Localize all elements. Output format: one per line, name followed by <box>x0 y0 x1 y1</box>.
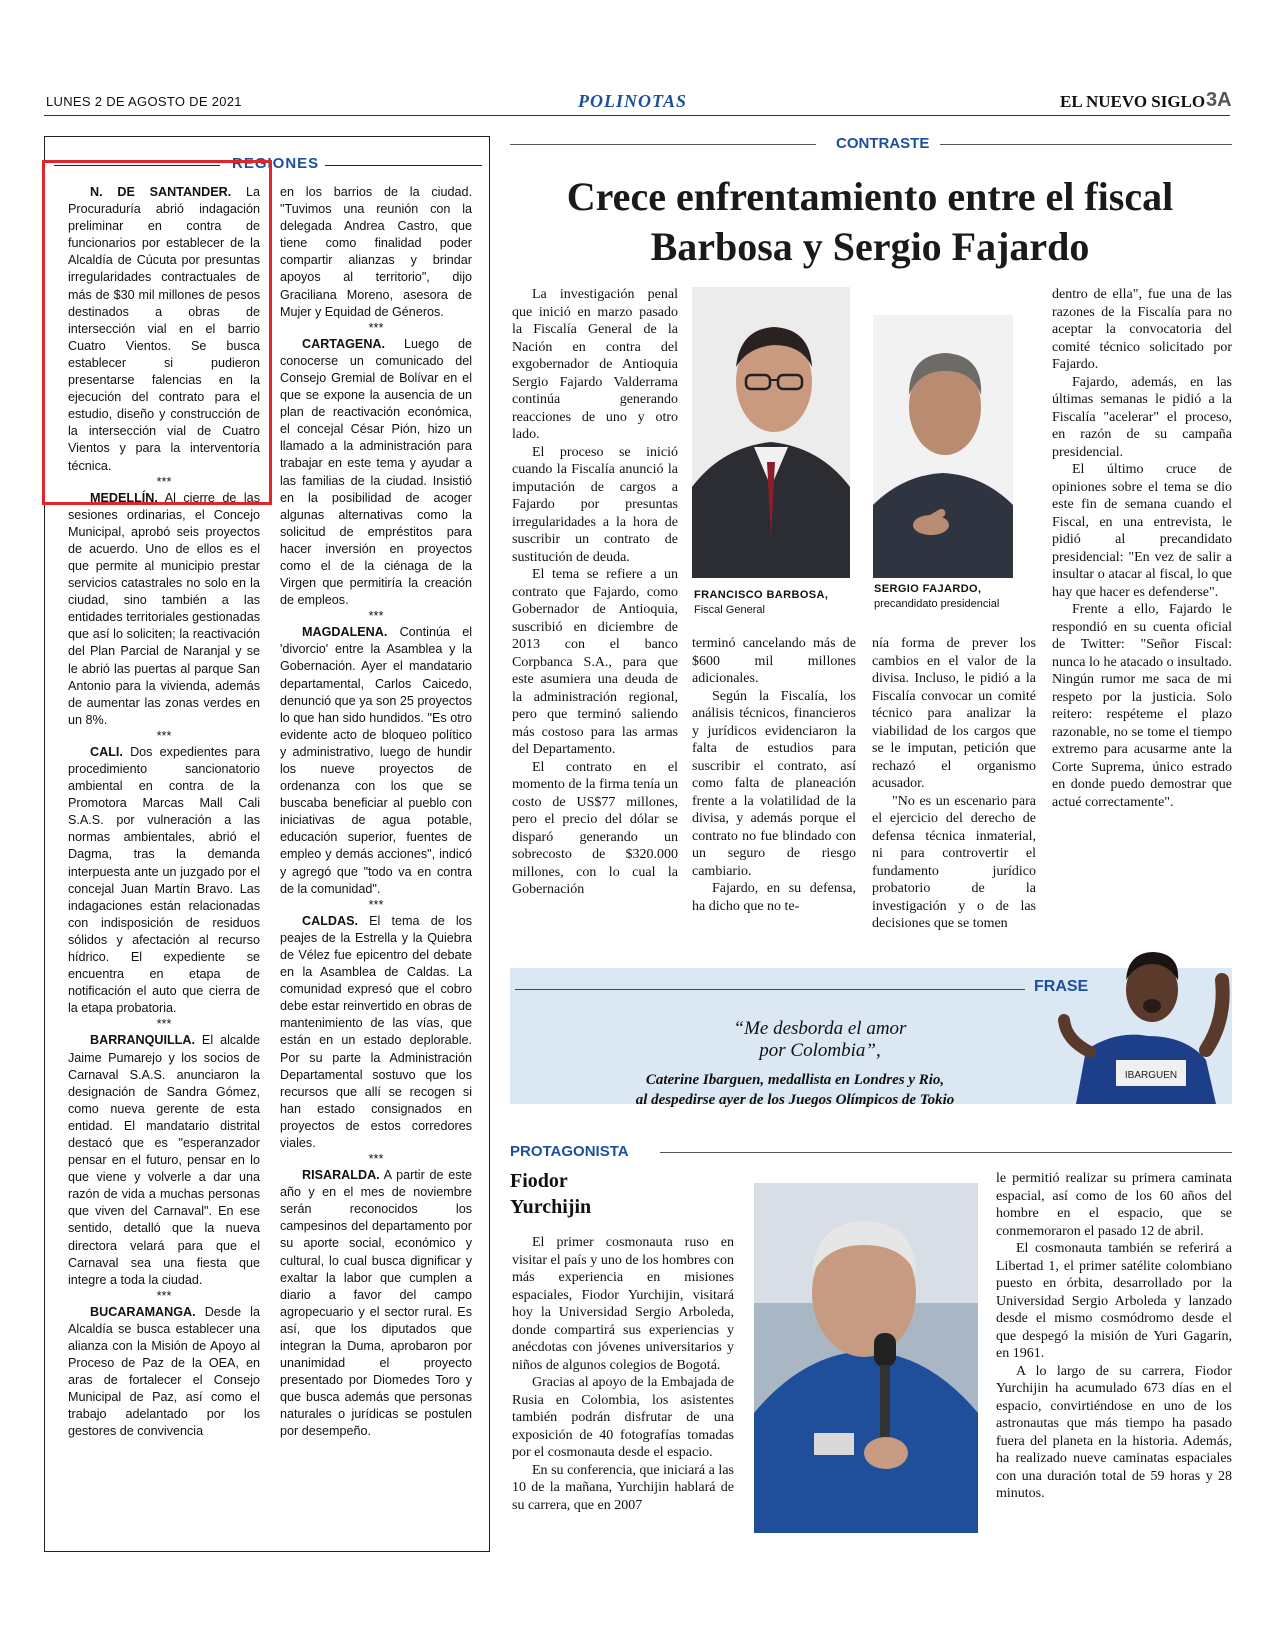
separator: *** <box>368 609 384 624</box>
article-paragraph: El tema se refiere a un contrato que Fajardo, como Gobernador de Antioquia, suscribió en diciembre de 2013 con el banco Corpbanca S.A., para que este asumiera una deuda de la administración regional, pero que terminó saliendo más costoso para las armas del Departamento. <box>512 567 678 757</box>
regiones-title: REGIONES <box>226 155 325 172</box>
header-divider <box>44 115 1230 116</box>
protagonista-rule <box>660 1152 1232 1153</box>
newspaper-name: EL NUEVO SIGLO <box>1060 92 1206 111</box>
news-brief: BARRANQUILLA. El alcalde Jaime Pumarejo y los socios de Carnaval S.A.S. anunciaron la designación de Sandra Gómez, como nueva gerente de esta entidad. El mandatario distrital destacó que es "esperanzador pensar en el futuro, pensar en lo que viene y volverle a dar una razón de vida a muchas personas que viven del Carnaval". En ese sentido, detalló que la nueva directora velará para que el Carnaval sea una fiesta que integre a toda la ciudad. <box>68 1033 260 1287</box>
fajardo-illustration <box>873 315 1013 578</box>
news-brief: BUCARAMANGA. Desde la Alcaldía se busca establecer una alianza con la Misión de Apoyo al Proceso de Paz de la OEA, en aras de fortalecer el Consejo Municipal de Paz, así como el trabajo adelantado por los gestores de convivencia <box>68 1304 260 1439</box>
headline: Crece enfrentamiento entre el fiscal Barbosa y Sergio Fajardo <box>566 174 1174 269</box>
article-paragraph: le permitió realizar su primera caminata espacial, así como de los 60 años del hombre en el espacio, que se conmemoraron el pasado 12 de abril. <box>996 1171 1232 1239</box>
protagonista-column-2 <box>996 1170 1232 1503</box>
news-brief: CALDAS. El tema de los peajes de la Estrella y la Quiebra de Vélez fue epicentro del debate en la Asamblea de Caldas. La comunidad expresó que el cobro debe estar reinvertido en obras de mantenimiento de las vías, que están en un estado deplorable. Por su parte la Administración Departamental sostuvo que los recursos que allí se recogen si han estado consignados en proyectos de estos corredores viales. <box>280 913 472 1150</box>
article-paragraph: Frente a ello, Fajardo le respondió en su cuenta oficial de Twitter: "Señor Fiscal: nunca lo he atacado o insultado. Ningún rumor me saca de mi respeto por la justicia. Solo reitero: respéteme el plazo razonable, no se tome el tiempo extremo para acusarme ante la Corte Suprema, único estrado en donde puedo demostrar que actué correctamente". <box>1052 602 1232 810</box>
news-brief: RISARALDA. A partir de este año y en el mes de noviembre serán reconocidos los campesinos del departamento por su aporte social, económico y cultural, lo cual busca dignificar y exaltar la labor que cumplen a diario a favor del campo agropecuario y el sector rural. Es así, que los diputados que integran la Duma, aprobaron por unanimidad el proyecto presentado por Diomedes Toro y que busca además que personas naturales o jurídicas se postulen por desempeño. <box>280 1168 472 1439</box>
article-paragraph: nía forma de prever los cambios en el valor de la divisa. Incluso, le pidió a la Fiscalía convocar un comité técnico para analizar la viabilidad de los cargos que se le imputan, petición que rechazó el organismo acusador. <box>872 636 1036 791</box>
news-brief: N. DE SANTANDER. La Procuraduría abrió indagación preliminar en contra de funcionarios por establecer de la Alcaldía de Cúcuta por presuntas irregularidades contractuales de más de $30 mil millones de pesos destinados a obras de intersección vial en el barrio Cuatro Vientos. Se busca establecer si pudieron presentarse falencias en la ejecución del contrato para el estudio, diseño y construcción de la intersección vial de Cuatro Vientos y para la interventoría técnica. <box>68 185 260 473</box>
separator: *** <box>156 1017 172 1032</box>
barbosa-illustration <box>692 287 850 578</box>
separator: *** <box>156 728 172 743</box>
yurchijin-illustration <box>754 1183 978 1533</box>
article-paragraph: El cosmonauta también se referirá a Libertad 1, el primer satélite colombiano puesto en órbita, desarrollado por la Universidad Sergio Arboleda y lanzado desde el mismo cosmódromo desde el que despegó la misión de Yuri Gagarin, en 1961. <box>996 1241 1232 1361</box>
frase-title: FRASE <box>1034 978 1089 995</box>
article-paragraph: A lo largo de su carrera, Fiodor Yurchijin ha acumulado 673 días en el espacio, convirtiéndose en uno de los astronautas que más tiempo ha pasado fuera del planeta en la historia. Además, ha realizado nueve caminatas espaciales con una duración total de 59 horas y 28 minutos. <box>996 1363 1232 1501</box>
article-column-3 <box>872 635 1036 933</box>
fajardo-photo <box>873 315 1013 578</box>
article-paragraph: Fajardo, en su defensa, ha dicho que no te- <box>692 881 856 914</box>
article-paragraph: En su conferencia, que iniciará a las 10 de la mañana, Yurchijin hablará de su carrera, que en 2007 <box>512 1462 734 1513</box>
article-paragraph: El proceso se inició cuando la Fiscalía anunció la imputación de cargos a Fajardo por presuntas irregularidades a la hora de suscribir un contrato de sustitución de deuda. <box>512 444 678 565</box>
section-title: POLINOTAS <box>578 91 688 111</box>
contraste-rule-right <box>940 144 1232 145</box>
protagonista-column-1 <box>512 1234 734 1514</box>
news-brief: CALI. Dos expedientes para procedimiento sancionatorio ambiental en contra de la Promotora Marcas Mall Cali S.A.S. por vulneración a las normas ambientales, abrió el Dagma, tras la demanda interpuesta ante un juzgado por el concejal Juan Martín Bravo. Las indagaciones están relacionadas con indisposición de residuos sólidos y afectación al recurso hídrico. El expediente se encuentra en etapa de notificación el auto que cierra de la etapa probatoria. <box>68 744 260 1016</box>
regiones-rule-right <box>318 165 482 166</box>
barbosa-caption: FRANCISCO BARBOSA, Fiscal General <box>694 589 829 616</box>
article-paragraph: El último cruce de opiniones sobre el tema se dio este fin de semana cuando el Fiscal, en una entrevista, le pidió al precandidato presidencial: "En vez de salir a insultar o atacar al fiscal, lo que hay que hacer es defenderse". <box>1052 462 1232 600</box>
frase-attribution: Caterine Ibarguen, medallista en Londres y Rio, al despedirse ayer de los Juegos Olímpicos de Tokio <box>635 1072 955 1108</box>
article-paragraph: "No es un escenario para el ejercicio del derecho de defensa técnica inmaterial, ni para controvertir el fundamento jurídico probatorio de la investigación y o de las decisiones que se tomen <box>872 793 1036 931</box>
athlete-photo <box>1056 940 1232 1104</box>
separator: *** <box>368 1152 384 1167</box>
separator: *** <box>156 1288 172 1303</box>
bib-text: IBARGUEN <box>1124 1070 1178 1081</box>
article-column-4 <box>1052 286 1232 811</box>
article-paragraph: La investigación penal que inició en marzo pasado la Fiscalía General de la Nación en contra del exgobernador de Antioquia Sergio Fajardo Valderrama continúa generando reacciones de uno y otro lado. <box>512 287 678 442</box>
barbosa-photo <box>692 287 850 578</box>
news-brief: CARTAGENA. Luego de conocerse un comunicado del Consejo Gremial de Bolívar en el que se expone la ausencia de un plan de reactivación económica, el concejal César Pión, hizo un llamado a la administración para trabajar en este tema y ayudar a las familias de la ciudad. Insistió en la posibilidad de acoger algunas alternativas como la solicitud de empréstitos para hacer inversión en proyectos como el de la ciénaga de la Virgen que permitiría la creación de empleos. <box>280 336 472 608</box>
news-brief: MEDELLÍN. Al cierre de las sesiones ordinarias, el Concejo Municipal, aprobó seis proyectos de acuerdo. Uno de ellos es el que permite al municipio prestar servicios catastrales no solo en la ciudad, sino también a las entidades territoriales gestionadas que así lo soliciten; la reactivación del Plan Parcial de Naranjal y se le abrió las puertas al parque San Antonio para la vivienda, además de aumentar las zonas verdes en un 8%. <box>68 490 260 727</box>
frase-rule <box>515 989 1025 990</box>
yurchijin-photo <box>754 1183 978 1533</box>
page-number: 3A <box>1206 89 1232 111</box>
news-brief-continued: en los barrios de la ciudad. "Tuvimos una reunión con la delegada Andrea Castro, que tiene como finalidad poder compartir alianzas y brindar apoyos al territorio", dijo Graciliana Moreno, asesora de Mujer y Equidad de Géneros. <box>280 185 472 319</box>
separator: *** <box>368 320 384 335</box>
contraste-kicker: CONTRASTE <box>828 135 937 152</box>
contraste-rule-left <box>510 144 816 145</box>
article-paragraph: Gracias al apoyo de la Embajada de Rusia en Colombia, los asistentes también podrán disfrutar de una exposición de 40 fotografías tomadas por el cosmonauta desde el espacio. <box>512 1375 734 1460</box>
highlight-box <box>42 160 272 505</box>
article-paragraph: terminó cancelando más de $600 mil millones adicionales. <box>692 636 856 686</box>
news-brief: MAGDALENA. Continúa el 'divorcio' entre la Asamblea y la Gobernación. Ayer el mandatario departamental, Carlos Caicedo, denunció que ya son 25 proyectos lo que han sido hundidos. "Es otro evidente acto de bloqueo político y administrativo, luego de hundir los nueve proyectos de ordenanza con los que se buscaba beneficiar al pueblo con iniciativas de agua potable, educación superior, fuentes de empleo y demás acciones", indicó y agregó que "todo va en contra de la comunidad". <box>280 625 472 896</box>
separator: *** <box>156 474 172 489</box>
article-paragraph: El primer cosmonauta ruso en visitar el país y uno de los hombres con más experiencia en misiones espaciales, Fiodor Yurchijin, visitará hoy la Universidad Sergio Arboleda, donde compartirá sus experiencias y anécdotas con jóvenes universitarios y niños de algunos colegios de Bogotá. <box>512 1235 734 1373</box>
article-paragraph: Fajardo, además, en las últimas semanas le pidió a la Fiscalía "acelerar" el proceso, en razón de su campaña presidencial. <box>1052 374 1232 460</box>
article-paragraph: Según la Fiscalía, los análisis técnicos, financieros y jurídicos evidenciaron la falta de estudios para suscribir el contrato, así como falta de planeación frente a la volatilidad de la divisa, y además porque el contrato no fue blindado con un seguro de riesgo cambiario. <box>692 688 856 879</box>
article-paragraph: El contrato en el momento de la firma tenía un costo de US$77 millones, pero el precio del dólar se disparó generando un sobrecosto de $320.000 millones, con lo cual la Gobernación <box>512 759 678 897</box>
article-paragraph: dentro de ella", fue una de las razones de la Fiscalía para no aceptar la convocatoria del comité técnico solicitado por Fajardo. <box>1052 287 1232 372</box>
frase-quote: “Me desborda el amor por Colombia”, <box>733 1018 907 1061</box>
athlete-illustration <box>1056 940 1232 1104</box>
separator: *** <box>368 897 384 912</box>
article-column-2 <box>692 635 856 915</box>
fajardo-caption: SERGIO FAJARDO, precandidato presidencial <box>874 583 1000 610</box>
protagonista-name: Fiodor Yurchijin <box>510 1170 592 1218</box>
article-column-1 <box>512 286 678 899</box>
protagonista-title: PROTAGONISTA <box>510 1143 629 1160</box>
page-date: LUNES 2 DE AGOSTO DE 2021 <box>46 94 242 109</box>
regiones-column-2 <box>280 184 472 1441</box>
